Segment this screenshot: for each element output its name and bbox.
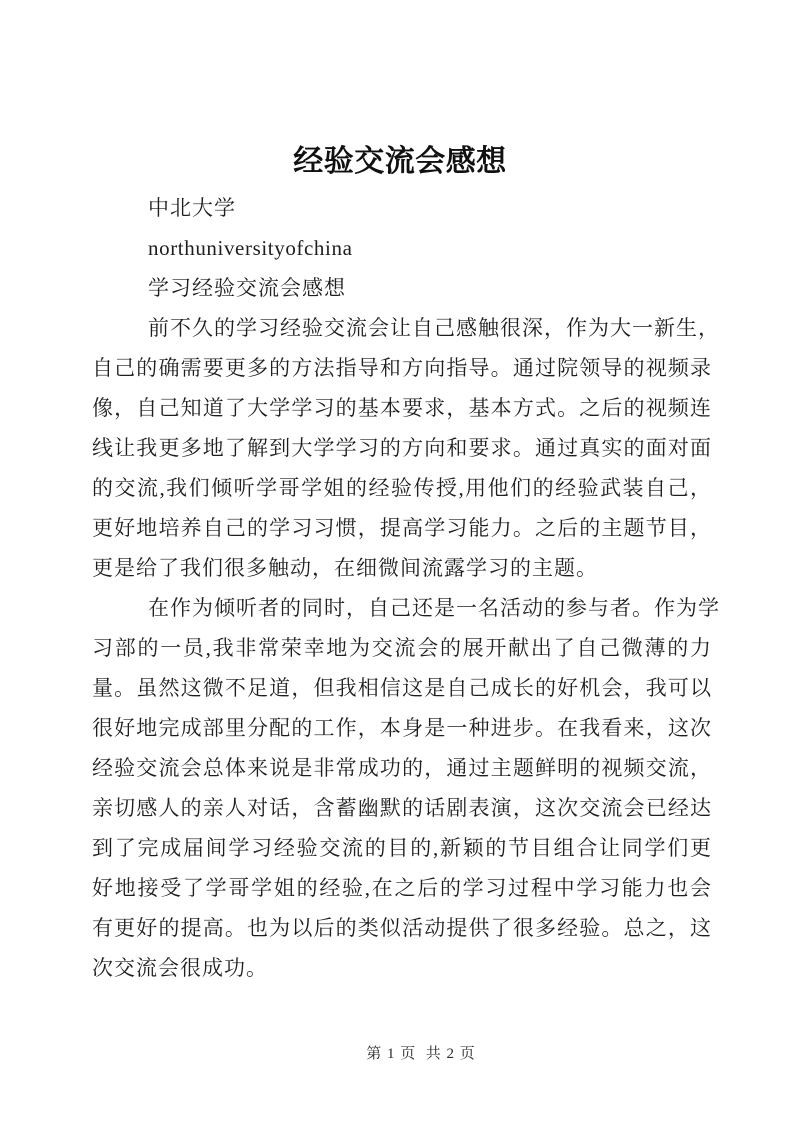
- paragraph-line: 到了完成届间学习经验交流的目的,新颖的节目组合让同学们更: [92, 836, 712, 860]
- paragraph-line: 好地接受了学哥学姐的经验,在之后的学习过程中学习能力也会: [92, 876, 712, 900]
- paragraph-line: 有更好的提高。也为以后的类似活动提供了很多经验。总之，这: [92, 916, 712, 940]
- meta-block: [92, 188, 712, 308]
- paragraph-line: 像，自己知道了大学学习的基本要求，基本方式。之后的视频连: [92, 396, 712, 420]
- paragraph-line: 在作为倾听者的同时，自己还是一名活动的参与者。作为学: [148, 596, 720, 620]
- meta-line-subtitle: 学习经验交流会感想: [148, 276, 346, 300]
- meta-line-university-english: northuniversityofchina: [148, 236, 353, 260]
- paragraph-line: 经验交流会总体来说是非常成功的，通过主题鲜明的视频交流，: [92, 756, 712, 780]
- meta-line-university: 中北大学: [148, 196, 236, 220]
- paragraph-line: 自己的确需要更多的方法指导和方向指导。通过院领导的视频录: [92, 356, 712, 380]
- document-body: [92, 308, 720, 988]
- paragraph-line: 量。虽然这微不足道，但我相信这是自己成长的好机会，我可以: [92, 676, 712, 700]
- paragraph-line: 习部的一员,我非常荣幸地为交流会的展开献出了自己微薄的力: [92, 636, 712, 660]
- page-footer: [0, 1042, 800, 1063]
- paragraph-line: 很好地完成部里分配的工作，本身是一种进步。在我看来，这次: [92, 716, 712, 740]
- paragraph-line: 次交流会很成功。: [92, 956, 268, 980]
- paragraph-2: [92, 588, 720, 988]
- paragraph-line: 前不久的学习经验交流会让自己感触很深，作为大一新生，: [148, 316, 720, 340]
- paragraph-1: [92, 308, 720, 588]
- paragraph-line: 的交流,我们倾听学哥学姐的经验传授,用他们的经验武装自己，: [92, 476, 712, 500]
- paragraph-line: 亲切感人的亲人对话，含蓄幽默的话剧表演，这次交流会已经达: [92, 796, 712, 820]
- paragraph-line: 更好地培养自己的学习习惯，提高学习能力。之后的主题节目，: [92, 516, 712, 540]
- paragraph-line: 线让我更多地了解到大学学习的方向和要求。通过真实的面对面: [92, 436, 712, 460]
- page-title: 经验交流会感想: [293, 145, 507, 178]
- page-number-indicator: 第 1 页 共 2 页: [366, 1046, 476, 1062]
- paragraph-line: 更是给了我们很多触动，在细微间流露学习的主题。: [92, 556, 598, 580]
